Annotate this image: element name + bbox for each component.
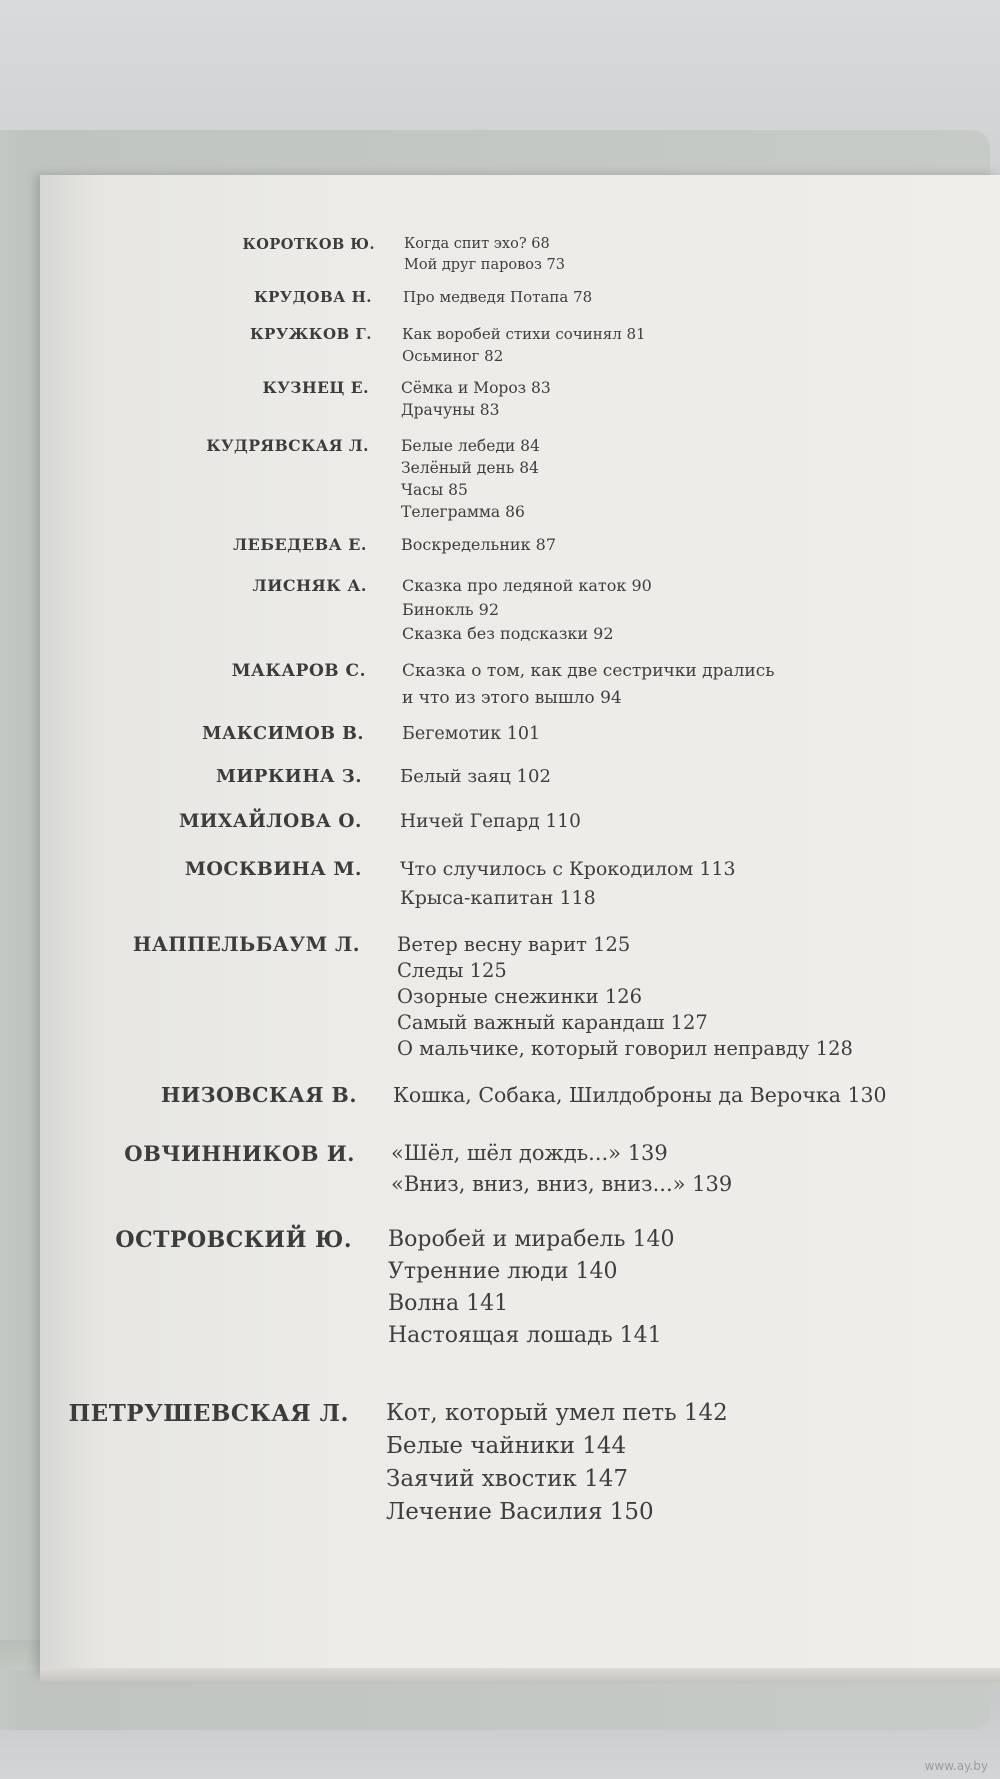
toc-title: Самый важный карандаш 127 — [397, 1010, 708, 1034]
toc-title: «Шёл, шёл дождь...» 139 — [391, 1141, 668, 1165]
toc-title: Белые чайники 144 — [386, 1433, 627, 1459]
toc-title: Заячий хвостик 147 — [386, 1466, 629, 1492]
toc-titles — [402, 323, 646, 367]
toc-title: Крыса-капитан 118 — [400, 887, 596, 909]
toc-titles — [401, 533, 556, 557]
toc-title: Драчуны 83 — [401, 400, 500, 419]
page-bottom-edge — [40, 1668, 1000, 1682]
toc-titles — [400, 808, 581, 836]
toc-author: КРУЖКОВ Г. — [250, 325, 372, 343]
toc-title: «Вниз, вниз, вниз, вниз...» 139 — [391, 1172, 733, 1196]
toc-author: КРУДОВА Н. — [253, 288, 372, 306]
toc-title: Как воробей стихи сочинял 81 — [402, 325, 646, 343]
toc-titles — [397, 932, 853, 1062]
watermark: www.ay.by — [924, 1759, 988, 1773]
toc-title: Воробей и мирабель 140 — [388, 1227, 675, 1252]
toc-titles — [403, 287, 592, 308]
toc-title: Часы 85 — [401, 480, 468, 499]
toc-title: Следы 125 — [397, 958, 507, 982]
toc-title: Зелёный день 84 — [401, 458, 539, 477]
toc-title: Сказка о том, как две сестрички дрались — [402, 661, 775, 681]
toc-title: Белый заяц 102 — [400, 766, 551, 787]
toc-author: МАКСИМОВ В. — [202, 723, 364, 744]
toc-titles — [401, 377, 551, 421]
toc-titles — [404, 234, 565, 276]
toc-title: Волна 141 — [388, 1291, 509, 1316]
toc-author: КУЗНЕЦ Е. — [262, 377, 369, 397]
toc-titles — [400, 855, 736, 913]
toc-title: Что случилось с Крокодилом 113 — [400, 858, 736, 880]
toc-title: Настоящая лошадь 141 — [388, 1323, 662, 1348]
toc-author: НИЗОВСКАЯ В. — [160, 1082, 357, 1107]
toc-titles — [386, 1397, 728, 1529]
toc-title: Кот, который умел петь 142 — [386, 1400, 728, 1426]
toc-title: Сказка без подсказки 92 — [402, 624, 614, 643]
toc-author: ЛИСНЯК А. — [252, 576, 367, 595]
toc-author: КУДРЯВСКАЯ Л. — [206, 435, 369, 455]
toc-title: Лечение Василия 150 — [386, 1499, 654, 1525]
toc-author: МОСКВИНА М. — [184, 858, 362, 880]
toc-title: Телеграмма 86 — [401, 502, 525, 521]
toc-titles — [391, 1138, 732, 1200]
toc-author: МИХАЙЛОВА О. — [178, 810, 362, 832]
toc-author: КОРОТКОВ Ю. — [242, 235, 375, 253]
toc-titles — [402, 574, 652, 646]
toc-titles — [402, 721, 540, 748]
toc-title: Про медведя Потапа 78 — [403, 288, 593, 306]
toc-titles — [402, 658, 775, 712]
toc-author: НАППЕЛЬБАУМ Л. — [132, 932, 360, 956]
toc-title: Кошка, Собака, Шилдоброны да Верочка 130 — [393, 1082, 887, 1107]
toc-titles — [400, 763, 551, 790]
toc-title: Утренние люди 140 — [388, 1259, 618, 1284]
toc-title: Осьминог 82 — [402, 347, 504, 365]
toc-author: ОВЧИННИКОВ И. — [124, 1141, 355, 1166]
toc-title: Сёмка и Мороз 83 — [401, 378, 551, 397]
toc-title: Мой друг паровоз 73 — [404, 256, 565, 273]
toc-author: ПЕТРУШЕВСКАЯ Л. — [68, 1400, 349, 1427]
toc-title: и что из этого вышло 94 — [402, 688, 622, 708]
toc-title: Сказка про ледяной каток 90 — [402, 576, 652, 595]
toc-title: Ветер весну варит 125 — [397, 932, 631, 956]
toc-author: ОСТРОВСКИЙ Ю. — [115, 1227, 352, 1253]
toc-title: Ничей Гепард 110 — [400, 810, 581, 832]
toc-title: О мальчике, который говорил неправду 128 — [397, 1036, 853, 1060]
toc-titles — [388, 1224, 675, 1352]
toc-title: Когда спит эхо? 68 — [404, 235, 550, 252]
toc-titles — [401, 435, 540, 523]
toc-author: МАКАРОВ С. — [231, 661, 366, 681]
toc-title: Бинокль 92 — [402, 600, 500, 619]
toc-author: ЛЕБЕДЕВА Е. — [232, 535, 367, 554]
toc-title: Воскредельник 87 — [401, 535, 557, 554]
toc-title: Озорные снежинки 126 — [397, 984, 643, 1008]
toc-author: МИРКИНА З. — [215, 766, 362, 787]
toc-title: Белые лебеди 84 — [401, 436, 540, 455]
toc-title: Бегемотик 101 — [402, 723, 541, 744]
toc-titles — [393, 1080, 887, 1110]
